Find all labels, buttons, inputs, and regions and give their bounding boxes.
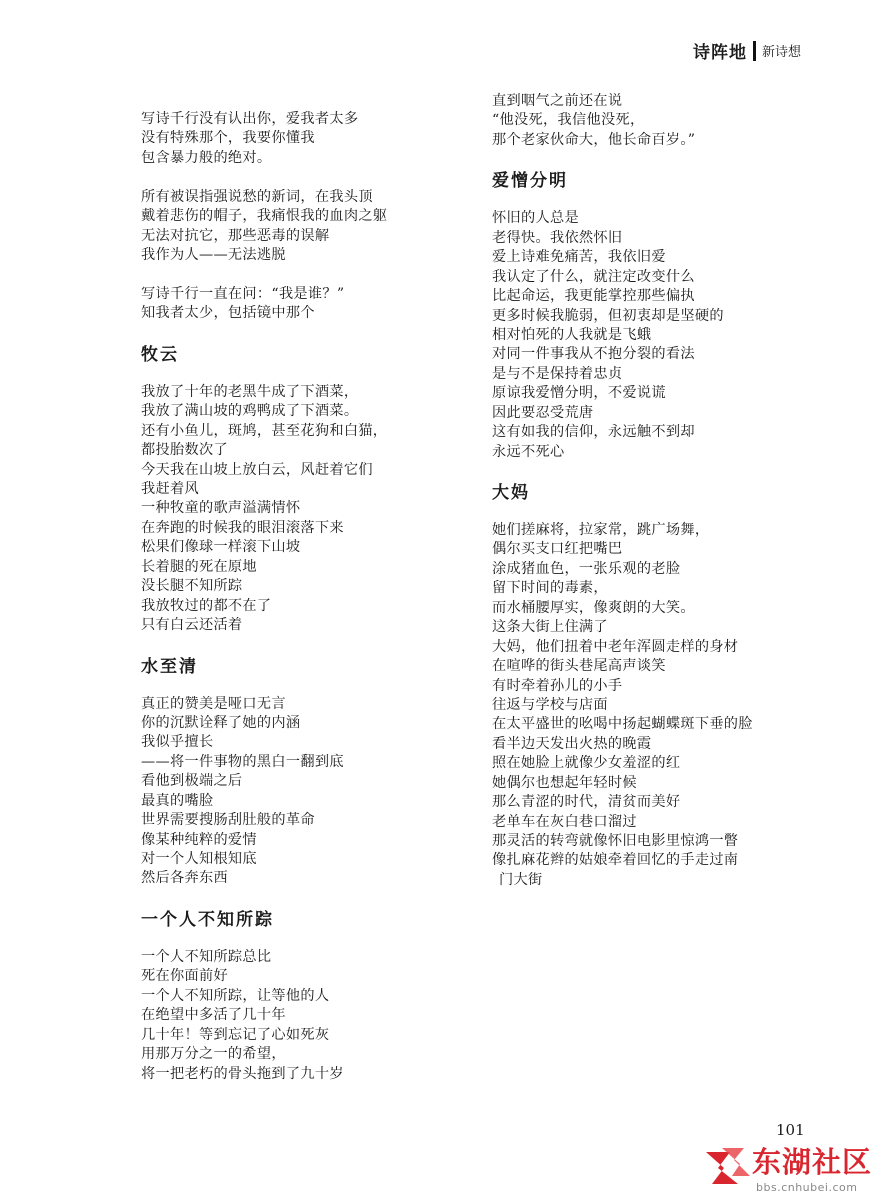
poem-line: 她偶尔也想起年轻时候 — [492, 774, 637, 791]
poem-line: ——将一件事物的黑白一翻到底 — [141, 753, 344, 770]
poem-line: 用那万分之一的希望， — [141, 1046, 286, 1063]
hubei-logo-icon — [704, 1144, 752, 1188]
intro-stanza-3 — [141, 285, 471, 324]
poem-line: 而水桶腰厚实，像爽朗的大笑。 — [492, 599, 695, 616]
intro-stanza-1 — [141, 110, 471, 168]
poem-body-aizeng — [492, 209, 822, 462]
poem-body-shuizhiqing — [141, 695, 471, 889]
poem-line: 永远不死心 — [492, 443, 565, 460]
poem-line: 世界需要搜肠刮肚般的革命 — [141, 812, 315, 829]
poem-line: 最真的嘴脸 — [141, 792, 214, 809]
poem-body-dama — [492, 521, 822, 890]
poem-line: 看他到极端之后 — [141, 773, 243, 790]
poem-title-dama: 大妈 — [492, 483, 530, 503]
poem-line: 将一把老朽的骨头拖到了九十岁 — [141, 1065, 344, 1082]
poem-line: 写诗千行一直在问：“我是谁？” — [141, 285, 345, 302]
poem-line: 相对怕死的人我就是飞蛾 — [492, 326, 652, 343]
left-column — [141, 110, 471, 1084]
poem-line: 在喧哗的街头巷尾高声谈笑 — [492, 658, 666, 675]
poem-line: 真正的赞美是哑口无言 — [141, 695, 286, 712]
right-column — [492, 92, 822, 890]
poem-line: 我放了十年的老黑牛成了下酒菜， — [141, 383, 359, 400]
poem-line: 在奔跑的时候我的眼泪滚落下来 — [141, 519, 344, 536]
poem-line: 包含暴力般的绝对。 — [141, 149, 272, 166]
poem-line: 像某种纯粹的爱情 — [141, 831, 257, 848]
poem-line: 爱上诗难免痛苦，我依旧爱 — [492, 249, 666, 266]
poem-line: 所有被误指强说愁的新词，在我头顶 — [141, 188, 373, 205]
poem-line: 像扎麻花辫的姑娘牵着回忆的手走过南 — [492, 852, 739, 869]
poem-line: 在太平盛世的吆喝中扬起蝴蝶斑下垂的脸 — [492, 716, 753, 733]
poem-line: 死在你面前好 — [141, 968, 228, 985]
page-number: 101 — [776, 1121, 805, 1139]
running-header — [693, 38, 801, 63]
poem-line: 老得快。我依然怀旧 — [492, 229, 623, 246]
subsection-title: 新诗想 — [761, 45, 801, 60]
poem-line: 偶尔买支口红把嘴巴 — [492, 541, 623, 558]
poem-line: 还有小鱼儿，斑鸠，甚至花狗和白猫， — [141, 422, 388, 439]
poem-line: 直到咽气之前还在说 — [492, 93, 623, 109]
poem-line: 无法对抗它，那些恶毒的误解 — [141, 227, 330, 244]
poem-line: 这有如我的信仰，永远触不到却 — [492, 424, 695, 441]
poem-line: 有时牵着孙儿的小手 — [492, 677, 623, 694]
poem-title-muyun: 牧云 — [141, 344, 179, 365]
watermark — [704, 1140, 885, 1200]
poem-line: 因此要忍受荒唐 — [492, 404, 594, 421]
poem-line: 没长腿不知所踪 — [141, 578, 243, 595]
poem-line: 写诗千行没有认出你，爱我者太多 — [141, 111, 359, 127]
poem-line: 那灵活的转弯就像怀旧电影里惊鸿一瞥 — [492, 833, 739, 849]
poem-line: 比起命运，我更能掌控那些偏执 — [492, 288, 695, 305]
poem-line: 我似乎擅长 — [141, 734, 214, 751]
section-title: 诗阵地 — [692, 43, 747, 63]
poem-line: 老单车在灰白巷口溜过 — [492, 813, 637, 830]
poem-line: 往返与学校与店面 — [492, 696, 608, 713]
poem-line: 我认定了什么，就注定改变什么 — [492, 268, 695, 285]
poem-line: 我赶着风 — [141, 481, 199, 497]
poem-line: 然后各奔东西 — [141, 870, 228, 887]
poem-line: 我放牧过的都不在了 — [141, 597, 272, 614]
poem-line: 一种牧童的歌声溢满情怀 — [141, 500, 301, 517]
poem-line: 知我者太少，包括镜中那个 — [141, 305, 315, 322]
poem-line: 那么青涩的时代，清贫而美好 — [492, 794, 681, 811]
poem-body-buzhisuozong — [141, 948, 471, 1084]
poem-line: 一个人不知所踪总比 — [141, 948, 272, 965]
poem-line: 你的沉默诠释了她的内涵 — [141, 714, 301, 731]
poem-line: 大妈，他们扭着中老年浑圆走样的身材 — [492, 638, 739, 655]
poem-line: 怀旧的人总是 — [492, 210, 579, 227]
poem-line: 那个老家伙命大，他长命百岁。” — [492, 131, 696, 148]
poem-line: 对一个人知根知底 — [141, 851, 257, 867]
poem-line: 这条大街上住满了 — [492, 619, 608, 636]
header-divider — [753, 41, 756, 61]
poem-title-shuizhiqing: 水至清 — [141, 656, 198, 677]
poem-line: 原谅我爱憎分明，不爱说谎 — [492, 385, 666, 402]
watermark-url: bbs.cnhubei.com — [756, 1181, 858, 1194]
poem-line: 看半边天发出火热的晚霞 — [492, 735, 652, 752]
poem-line: 更多时候我脆弱，但初衷却是坚硬的 — [492, 307, 724, 324]
poem-line: 长着腿的死在原地 — [141, 558, 257, 575]
poem-line: 我放了满山坡的鸡鸭成了下酒菜。 — [141, 403, 359, 420]
intro-stanza-2 — [141, 188, 471, 266]
poem-line: 只有白云还活着 — [141, 617, 243, 634]
poem-line: 对同一件事我从不抱分裂的看法 — [492, 346, 695, 363]
poem-line: 今天我在山坡上放白云，风赶着它们 — [141, 461, 373, 478]
poem-line: 在绝望中多活了几十年 — [141, 1007, 286, 1024]
poem-line: 我作为人——无法逃脱 — [141, 247, 286, 264]
poem-body-muyun — [141, 383, 471, 636]
poem-line: 留下时间的毒素， — [492, 580, 608, 597]
poem-line: 门大街 — [499, 871, 543, 888]
poem-line: 她们搓麻将，拉家常，跳广场舞， — [492, 522, 710, 538]
poem-line: 涂成猪血色，一张乐观的老脸 — [492, 560, 681, 577]
poem-title-buzhisuozong: 一个人不知所踪 — [141, 909, 274, 930]
poem-line: 照在她脸上就像少女羞涩的红 — [492, 755, 681, 772]
poem-line: “他没死，我信他没死， — [492, 112, 645, 129]
poem-line: 都投胎数次了 — [141, 442, 228, 459]
watermark-brand: 东湖社区 — [752, 1145, 873, 1179]
poem-line: 是与不是保持着忠贞 — [492, 365, 623, 382]
poem-line: 一个人不知所踪，让等他的人 — [141, 987, 330, 1004]
continued-stanza — [492, 92, 822, 150]
poem-line: 松果们像球一样滚下山坡 — [141, 539, 301, 556]
poem-line: 没有特殊那个，我要你懂我 — [141, 130, 315, 147]
poem-line: 几十年！等到忘记了心如死灰 — [141, 1026, 330, 1043]
poem-line: 戴着悲伤的帽子，我痛恨我的血肉之躯 — [141, 208, 388, 225]
poem-title-aizeng: 爱憎分明 — [492, 171, 568, 192]
